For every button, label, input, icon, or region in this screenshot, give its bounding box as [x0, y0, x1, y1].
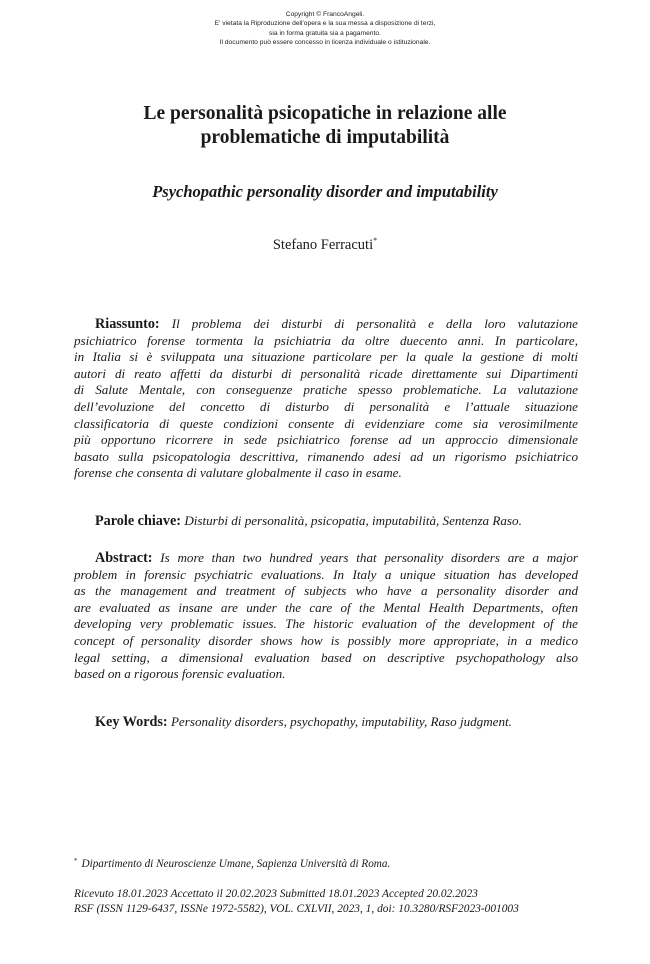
riassunto-line: basato sulla psicopatologia descrittiva, rimanendo adesi ad un rigorismo psichiatrico [74, 448, 578, 464]
abstract-text: Is more than two hundred years that personality disorders are a major [160, 550, 578, 565]
abstract-label: Abstract: [95, 550, 153, 566]
copyright-line: E' vietata la Riproduzione dell'opera e la sua messa a disposizione di terzi, [214, 20, 436, 28]
key-words-line [95, 714, 512, 731]
riassunto-paragraph [74, 316, 578, 482]
footnote-text: Dipartimento di Neuroscienze Umane, Sapienza Università di Roma. [81, 858, 391, 870]
footnote [74, 857, 390, 871]
journal-citation: RSF (ISSN 1129-6437, ISSNe 1972-5582), VOL. CXLVII, 2023, 1, doi: 10.3280/RSF2023-001003 [74, 902, 519, 915]
copyright-notice [0, 10, 650, 48]
abstract-line: based on a rigorous forensic evaluation. [74, 666, 286, 682]
publication-info [74, 887, 519, 917]
riassunto-line: più opportuno ricorrere in sede psichiatrico forense ad un approccio dimensionale [74, 432, 578, 448]
abstract-line: concept of personality disorder shows how is possibly more appropriate, in a medico [74, 632, 578, 648]
copyright-line: Copyright © FrancoAngeli. [285, 11, 365, 18]
author-name: Stefano Ferracuti [272, 237, 374, 253]
parole-chiave-label: Parole chiave: [95, 513, 182, 529]
author-line [0, 236, 650, 254]
article-title [0, 102, 650, 150]
parole-chiave-text: Disturbi di personalità, psicopatia, imputabilità, Sentenza Raso. [184, 513, 522, 528]
title-line: Le personalità psicopatiche in relazione alle [143, 103, 507, 124]
parole-chiave-line [95, 513, 522, 530]
riassunto-line: classificatoria di queste condizioni consente di evidenziare come sia verosimilmente [74, 415, 578, 431]
key-words-text: Personality disorders, psychopathy, imputability, Raso judgment. [170, 714, 512, 729]
abstract-line: problem in forensic psychiatric evaluations. In Italy a unique situation has developed [74, 566, 578, 582]
abstract-paragraph [74, 550, 578, 683]
abstract-line: developing very problematic issues. The historic evaluation of the development of the [74, 616, 578, 632]
copyright-line: sia in forma gratuita sia a pagamento. [269, 29, 381, 37]
received-dates: Ricevuto 18.01.2023 Accettato il 20.02.2023 Submitted 18.01.2023 Accepted 20.02.2023 [74, 888, 478, 900]
abstract-line [74, 550, 578, 567]
riassunto-label: Riassunto: [95, 316, 160, 332]
riassunto-line: in Italia si è sviluppata una situazione particolare per la quale la gestione di molti [74, 349, 578, 365]
key-words-label: Key Words: [95, 714, 168, 730]
author-footnote-mark: * [373, 236, 378, 245]
riassunto-line: di Salute Mentale, con conseguenze pratiche spesso problematiche. La valutazione [74, 382, 578, 398]
riassunto-line: forense che consenta di valutare globalmente il caso in esame. [74, 465, 402, 481]
article-subtitle: Psychopathic personality disorder and imputability [152, 182, 498, 201]
copyright-line: Il documento può essere concesso in licenza individuale o istituzionale. [219, 39, 431, 47]
abstract-line: legal setting, a dimensional evaluation based on descriptive psychopathology also [74, 649, 578, 665]
title-line: problematiche di imputabilità [200, 127, 450, 148]
footnote-mark: * [74, 857, 78, 865]
riassunto-text: Il problema dei disturbi di personalità e della loro valutazione [171, 316, 578, 331]
riassunto-line: autori di reato affetti da disturbi di personalità ricade direttamente sui Dipartimenti [74, 365, 578, 381]
abstract-line: are evaluated as insane are under the care of the Mental Health Departments, often [74, 599, 578, 615]
riassunto-line: psichiatrico forense tormenta la psichiatria da oltre duecento anni. In particolare, [74, 332, 578, 348]
riassunto-line: dell’evoluzione del concetto di disturbo di personalità e l’attuale situazione [74, 398, 578, 414]
riassunto-line [74, 316, 578, 333]
abstract-line: as the management and treatment of subjects who have a personality disorder and [74, 583, 578, 599]
